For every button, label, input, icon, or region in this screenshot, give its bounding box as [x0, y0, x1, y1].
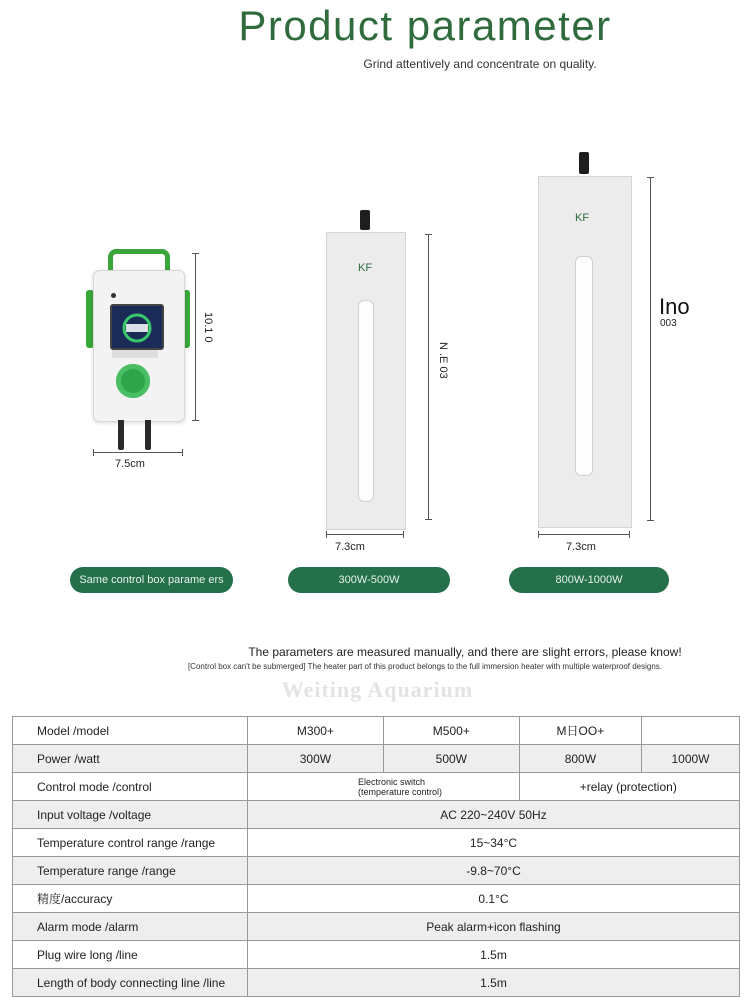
control-box-width-dimension — [93, 452, 183, 453]
row-label: Control mode /control — [13, 773, 248, 801]
large-heater-height-dimension — [650, 177, 651, 521]
temp-range-value: -9.8~70°C — [248, 857, 740, 885]
waterproof-note: [Control box can't be submerged] The heater part of this product belongs to the full immersion heater with multiple waterproof designs. — [187, 662, 663, 671]
table-row — [13, 773, 740, 801]
large-heater-height-label-small: 003 — [660, 318, 677, 329]
control-box-cable-right — [145, 420, 151, 450]
row-label: Input voltage /voltage — [13, 801, 248, 829]
row-label: Model /model — [13, 717, 248, 745]
control-value-line1: Electronic switch — [358, 776, 426, 787]
table-row — [13, 801, 740, 829]
control-value-line2: (temperature control) — [358, 786, 443, 797]
large-heater-width-label: 7.3cm — [566, 541, 596, 553]
accuracy-value: 0.1°C — [248, 885, 740, 913]
row-label: Power /watt — [13, 745, 248, 773]
large-heater-pill: 800W-1000W — [509, 567, 669, 593]
voltage-value: AC 220~240V 50Hz — [248, 801, 740, 829]
table-row — [13, 745, 740, 773]
small-heater-width-label: 7.3cm — [335, 541, 365, 553]
page-subtitle: Grind attentively and concentrate on quality. — [363, 57, 597, 71]
row-label: Temperature control range /range — [13, 829, 248, 857]
control-box-height-label: 10.1 0 — [202, 312, 214, 343]
control-box-height-dimension — [195, 253, 196, 421]
table-row — [13, 885, 740, 913]
model-cell — [641, 717, 739, 745]
large-heater-slot — [575, 256, 593, 476]
control-box-dial — [116, 364, 150, 398]
large-heater-width-dimension — [538, 534, 630, 535]
control-value-relay: +relay (protection) — [519, 773, 739, 801]
small-heater-height-dimension — [428, 234, 429, 520]
model-cell: M300+ — [248, 717, 384, 745]
table-row — [13, 717, 740, 745]
alarm-value: Peak alarm+icon flashing — [248, 913, 740, 941]
large-heater-height-label: Ino — [659, 294, 690, 319]
spec-table — [12, 716, 740, 997]
table-row — [13, 857, 740, 885]
row-label: Length of body connecting line /line — [13, 969, 248, 997]
power-cell: 500W — [383, 745, 519, 773]
row-label: 精度/accuracy — [13, 885, 248, 913]
row-label: Plug wire long /line — [13, 941, 248, 969]
power-cell: 300W — [248, 745, 384, 773]
watermark: Weiting Aquarium — [281, 677, 474, 702]
table-row — [13, 829, 740, 857]
body-line-value: 1.5m — [248, 969, 740, 997]
row-label: Temperature range /range — [13, 857, 248, 885]
control-box-display — [110, 304, 164, 350]
small-heater-plug — [360, 210, 370, 230]
small-heater-slot — [358, 300, 374, 502]
control-box-label-strip — [112, 350, 158, 358]
model-cell: M500+ — [383, 717, 519, 745]
plug-value: 1.5m — [248, 941, 740, 969]
table-row — [13, 969, 740, 997]
control-value-cell — [248, 773, 520, 801]
power-cell: 1000W — [641, 745, 739, 773]
control-box-width-label: 7.5cm — [115, 458, 145, 470]
power-cell: 800W — [519, 745, 641, 773]
large-heater-brand: KF — [575, 212, 590, 224]
small-heater-brand: KF — [358, 262, 373, 274]
table-row — [13, 941, 740, 969]
small-heater-height-label: N .E 03 — [437, 342, 449, 379]
model-cell: M日OO+ — [519, 717, 641, 745]
control-box-cable-left — [118, 420, 124, 450]
small-heater-width-dimension — [326, 534, 404, 535]
small-heater-pill: 300W-500W — [288, 567, 450, 593]
control-box-indicator-light — [111, 293, 116, 298]
temp-control-value: 15~34°C — [248, 829, 740, 857]
row-label: Alarm mode /alarm — [13, 913, 248, 941]
control-box-pill: Same control box parame ers — [70, 567, 233, 593]
page-title: Product parameter — [238, 2, 612, 49]
large-heater-plug — [579, 152, 589, 174]
table-row — [13, 913, 740, 941]
measurement-note: The parameters are measured manually, and there are slight errors, please know! — [248, 645, 682, 659]
